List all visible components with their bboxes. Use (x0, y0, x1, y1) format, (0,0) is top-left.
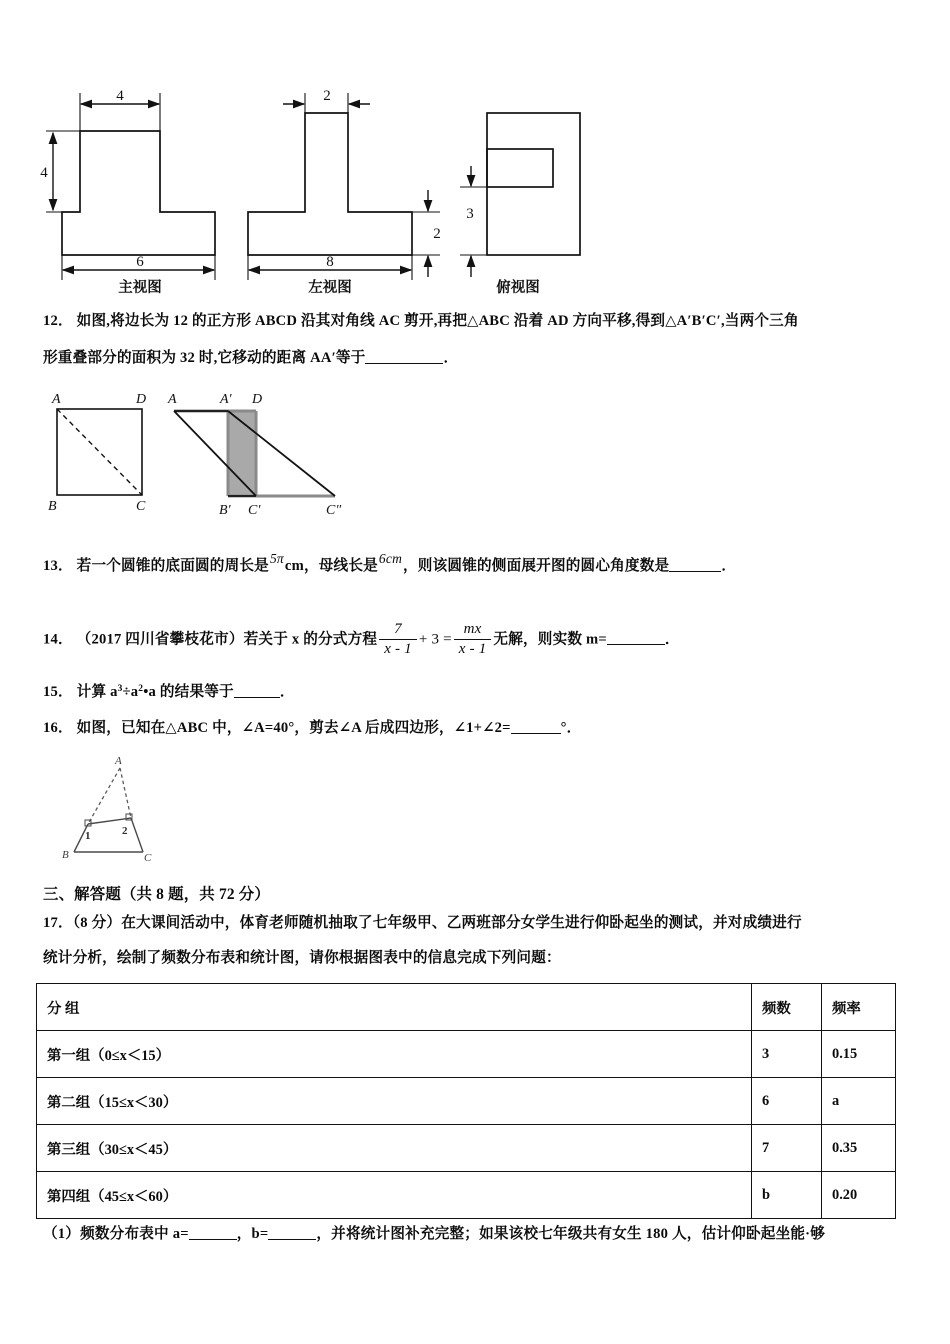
table-cell-count: 6 (752, 1078, 822, 1125)
label-top-view: 俯视图 (496, 280, 540, 296)
q12-label-Cpp: C″ (326, 503, 342, 518)
q17-sub1-c-text: ，并将统计图补充完整；如果该校七年级共有女生 180 人，估计仰卧起坐能·够 (316, 1226, 826, 1242)
table-cell-count: 7 (752, 1125, 822, 1172)
dim-side-top: 2 (323, 88, 331, 104)
table-header-count: 频数 (752, 984, 822, 1031)
three-view-svg (0, 0, 640, 300)
table-cell-group: 第二组（15≤x＜30） (37, 1078, 752, 1125)
q17-text-2: 统计分析，绘制了频数分布表和统计图，请你根据图表中的信息完成下列问题： (43, 950, 561, 966)
question-17-sub-1 (43, 1226, 825, 1244)
q12-number: 12． (43, 313, 73, 329)
q16-number: 16． (43, 720, 73, 736)
q16-label-angle-2: 2 (122, 825, 128, 837)
q12-figure (40, 383, 370, 531)
q16-text: 如图，已知在△ABC 中，∠A=40°，剪去∠A 后成四边形，∠1+∠2= (76, 720, 511, 736)
table-cell-count: 3 (752, 1031, 822, 1078)
q17-blank-a[interactable] (189, 1239, 237, 1240)
dim-front-top: 4 (116, 88, 124, 104)
table-cell-group: 第三组（30≤x＜45） (37, 1125, 752, 1172)
question-13 (43, 551, 736, 576)
q13-raised-5pi: 5π (269, 551, 284, 566)
dim-side-right: 2 (433, 226, 441, 242)
table-row (37, 1125, 896, 1172)
q15-text-mid2: •a 的结果等于 (143, 684, 234, 700)
q14-text-after: 无解，则实数 m= (493, 631, 607, 648)
q17-sub1-b-text: ，b= (236, 1226, 269, 1242)
q12-answer-blank[interactable] (365, 363, 443, 364)
q16-figure (52, 752, 192, 870)
q15-period: ． (279, 684, 295, 700)
q14-number: 14． (43, 631, 73, 648)
label-front-view: 主视图 (118, 280, 162, 296)
q14-frac2-den: x - 1 (458, 640, 487, 657)
q12-label-Cp: C′ (248, 503, 261, 518)
section-3-heading (43, 886, 270, 904)
q15-number: 15． (43, 684, 73, 700)
table-header-group: 分 组 (37, 984, 752, 1031)
q17-score: （8 分） (72, 915, 122, 931)
q16-answer-blank[interactable] (511, 733, 561, 734)
q15-answer-blank[interactable] (234, 697, 280, 698)
q12-label-A: A (52, 392, 61, 407)
dim-front-bottom: 6 (136, 254, 144, 270)
table-cell-rate: 0.15 (822, 1031, 896, 1078)
question-15 (43, 684, 295, 702)
q16-label-angle-1: 1 (85, 830, 91, 842)
q13-text-before: 若一个圆锥的底面圆的周长是 (76, 558, 269, 574)
question-12-line-2 (43, 350, 458, 368)
q14-answer-blank[interactable] (607, 644, 665, 645)
q14-period: ． (664, 631, 680, 648)
q12-text-2: 形重叠部分的面积为 32 时,它移动的距离 AA′等于 (43, 350, 366, 366)
q14-fraction-left (379, 622, 417, 658)
q17-blank-b[interactable] (268, 1239, 316, 1240)
question-17-line-1 (43, 915, 802, 933)
q13-text-mid2: ，则该圆锥的侧面展开图的圆心角度数是 (403, 558, 670, 574)
q14-frac1-den: x - 1 (384, 640, 412, 657)
table-cell-count: b (752, 1172, 822, 1219)
q12-period: ． (443, 350, 459, 366)
q16-label-B: B (62, 849, 69, 861)
q13-raised-6cm: 6cm (378, 551, 403, 566)
q14-plus-equals: + 3 = (418, 631, 452, 648)
three-view-figure (0, 0, 640, 300)
q12-label-C: C (136, 499, 146, 514)
q14-fraction-right (454, 622, 492, 658)
frequency-distribution-table (36, 983, 896, 1219)
q15-exponent-1: 3 (117, 684, 123, 694)
question-12-line-1 (43, 313, 799, 331)
table-row (37, 1078, 896, 1125)
dim-side-bottom: 8 (326, 254, 334, 270)
q12-figure-svg (40, 383, 370, 531)
dim-front-left: 4 (40, 165, 48, 181)
q14-frac1-bar (379, 639, 417, 640)
q16-label-A: A (115, 755, 122, 767)
q16-figure-svg (52, 752, 192, 870)
q14-frac1-num: 7 (394, 621, 402, 637)
q13-answer-blank[interactable] (669, 571, 721, 572)
table-header-row (37, 984, 896, 1031)
q13-period: ． (721, 558, 737, 574)
dim-top-left: 3 (466, 206, 474, 222)
q14-frac2-num: mx (463, 621, 482, 637)
q12-label-A2: A (168, 392, 177, 407)
question-16 (43, 720, 581, 738)
q12-label-Bp: B′ (219, 503, 231, 518)
q15-exponent-2: 2 (138, 684, 144, 694)
q12-label-D2: D (252, 392, 263, 407)
q13-text-mid1: cm，母线长是 (284, 558, 378, 574)
q15-text-mid1: ÷a (122, 684, 139, 700)
section-3-heading-text: 三、解答题（共 8 题，共 72 分） (43, 886, 270, 903)
table-row (37, 1031, 896, 1078)
q16-unit: °． (560, 720, 582, 736)
q12-label-B: B (48, 499, 57, 514)
q15-text-before: 计算 a (76, 684, 118, 700)
question-14 (43, 622, 680, 658)
table-header-rate: 频率 (822, 984, 896, 1031)
table-cell-rate: a (822, 1078, 896, 1125)
table-cell-rate: 0.20 (822, 1172, 896, 1219)
q14-text-before: （2017 四川省攀枝花市）若关于 x 的分式方程 (76, 631, 378, 648)
table-cell-group: 第一组（0≤x＜15） (37, 1031, 752, 1078)
table-row (37, 1172, 896, 1219)
q17-sub1-a-text: （1）频数分布表中 a= (43, 1226, 189, 1242)
q17-text-1: 在大课间活动中，体育老师随机抽取了七年级甲、乙两班部分女学生进行仰卧起坐的测试，并对成绩进行 (121, 915, 802, 931)
q12-label-Ap: A′ (220, 392, 232, 407)
question-17-line-2 (43, 950, 561, 968)
q13-number: 13． (43, 558, 73, 574)
table-cell-group: 第四组（45≤x＜60） (37, 1172, 752, 1219)
label-side-view: 左视图 (308, 280, 352, 296)
q17-number: 17． (43, 915, 73, 931)
table-cell-rate: 0.35 (822, 1125, 896, 1172)
q12-overlap-shade-2 (228, 411, 256, 496)
q16-label-C: C (144, 852, 152, 864)
q14-frac2-bar (454, 639, 492, 640)
q12-text-1: 如图,将边长为 12 的正方形 ABCD 沿其对角线 AC 剪开,再把△ABC 沿着 AD 方向平移,得到△A′B′C′,当两个三角 (76, 313, 799, 329)
q12-label-D: D (136, 392, 147, 407)
